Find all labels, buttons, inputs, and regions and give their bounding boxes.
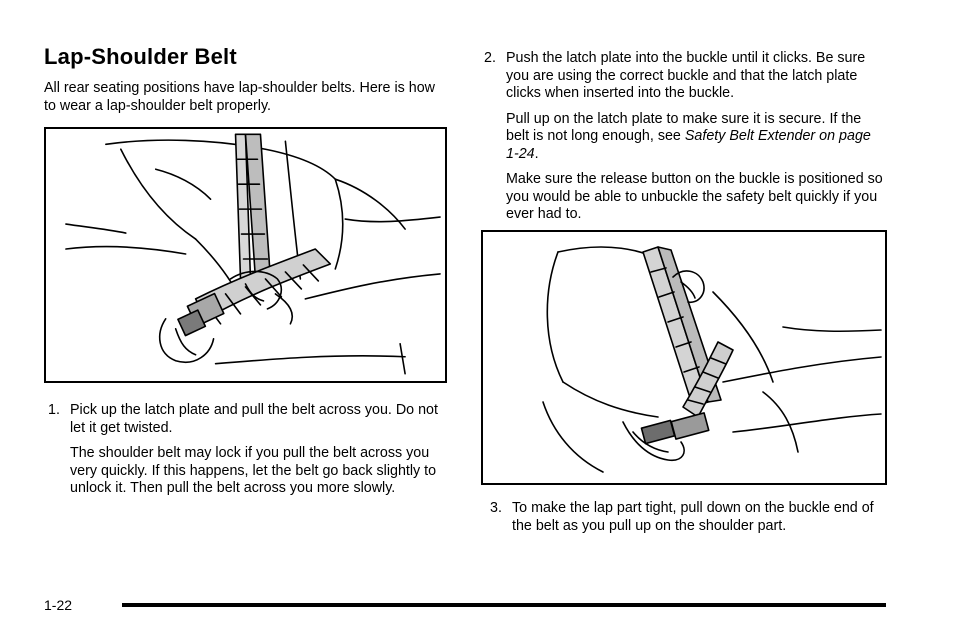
- cross-reference-link[interactable]: Safety Belt Extender on page 1-24: [506, 128, 871, 162]
- step-1: [48, 402, 448, 498]
- illustration-buckle-insert: [481, 230, 887, 485]
- step-1-instruction: [48, 402, 448, 437]
- step-2-note: [484, 111, 886, 164]
- step-3-number: 3.: [490, 500, 502, 516]
- step-2-instruction: [484, 50, 886, 103]
- step-3-text: To make the lap part tight, pull down on the buckle end of the belt as you pull up on the shoulder part.: [512, 500, 874, 534]
- section-heading: Lap-Shoulder Belt: [44, 44, 237, 69]
- step-3: [490, 500, 890, 535]
- step-1-text: Pick up the latch plate and pull the belt across you. Do not let it get twisted.: [70, 402, 438, 436]
- step-2-note-end: .: [534, 145, 539, 162]
- step-2-release-note: Make sure the release button on the buckle is positioned so you would be able to unbuckle the safety belt quickly if you ever had to.: [506, 171, 883, 222]
- step-2-number: 2.: [484, 50, 496, 66]
- step-2-text: Push the latch plate into the buckle until it clicks. Be sure you are using the correct buckle and that the latch plate clicks when inserted into the buckle.: [506, 50, 866, 101]
- footer-rule: [122, 603, 886, 607]
- step-2-note-text: Pull up on the latch plate to make sure it is secure. If the belt is not long enough, see: [506, 110, 862, 144]
- intro-paragraph: All rear seating positions have lap-shoulder belts. Here is how to wear a lap-shoulder belt properly.: [44, 80, 435, 114]
- step-1-number: 1.: [48, 402, 60, 418]
- page-number: 1-22: [44, 597, 73, 613]
- step-1-note: The shoulder belt may lock if you pull the belt across you very quickly. If this happens, let the belt go back slightly to unlock it. Then pull the belt across you more slowly.: [70, 445, 437, 496]
- step-3-instruction: [490, 500, 890, 535]
- right-column: [484, 50, 886, 224]
- left-column: [44, 44, 447, 115]
- illustration-latch-plate-pull: [44, 127, 447, 383]
